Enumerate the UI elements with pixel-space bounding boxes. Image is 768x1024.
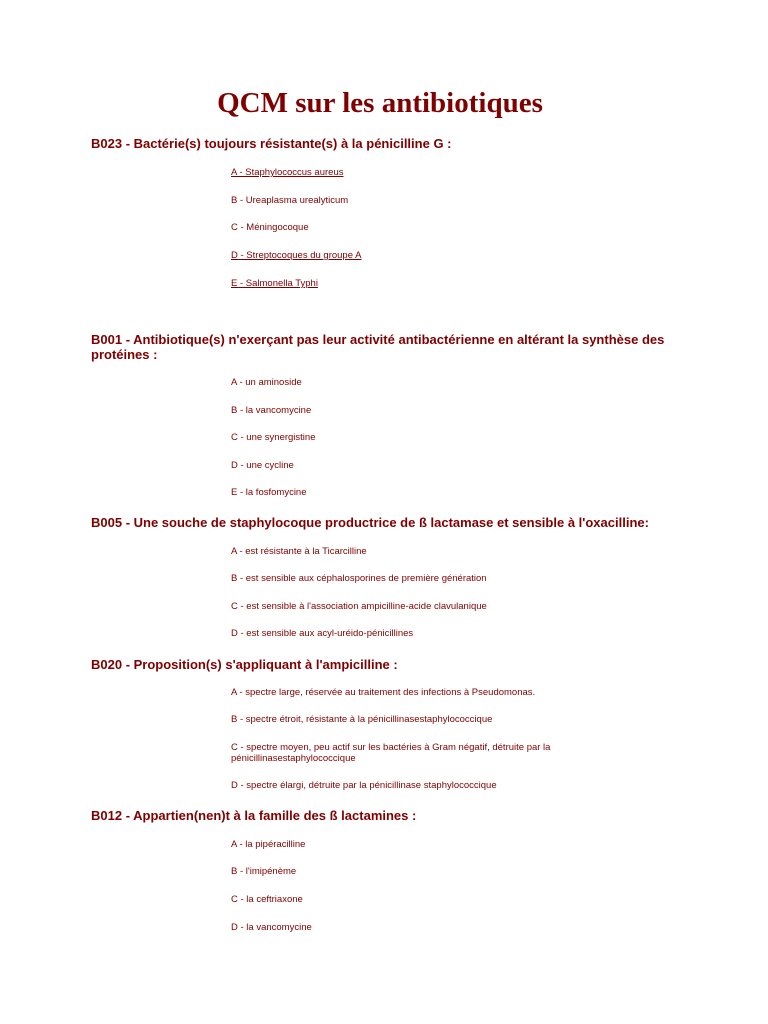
page-title: QCM sur les antibiotiques bbox=[217, 87, 543, 119]
answer-item: D - spectre élargi, détruite par la pénicillinase staphylococcique bbox=[231, 780, 497, 791]
answer-link-d[interactable]: D - Streptocoques du groupe A bbox=[231, 250, 362, 261]
answer-item: C - Méningocoque bbox=[231, 222, 309, 233]
answer-link-a[interactable]: A - Staphylococcus aureus bbox=[231, 167, 344, 178]
answer-link-e[interactable]: E - Salmonella Typhi bbox=[231, 278, 318, 289]
answer-item: B - est sensible aux céphalosporines de première génération bbox=[231, 573, 487, 584]
question-b020: B020 - Proposition(s) s'appliquant à l'ampicilline : bbox=[91, 657, 398, 672]
answer-item: C - la ceftriaxone bbox=[231, 894, 303, 905]
question-b005: B005 - Une souche de staphylocoque productrice de ß lactamase et sensible à l'oxacilline: bbox=[91, 515, 649, 530]
answer-item: C - spectre moyen, peu actif sur les bactéries à Gram négatif, détruite par la pénicillinasestaphylococcique bbox=[231, 742, 551, 764]
answer-item: B - spectre étroit, résistante à la pénicillinasestaphylococcique bbox=[231, 714, 493, 725]
answer-item: D - une cycline bbox=[231, 460, 294, 471]
answer-item: B - Ureaplasma urealyticum bbox=[231, 195, 349, 206]
answer-item: A - la pipéracilline bbox=[231, 839, 306, 850]
question-b023: B023 - Bactérie(s) toujours résistante(s) à la pénicilline G : bbox=[91, 136, 452, 151]
question-b012: B012 - Appartien(nen)t à la famille des ß lactamines : bbox=[91, 808, 417, 823]
answer-item: A - spectre large, réservée au traitement des infections à Pseudomonas. bbox=[231, 687, 536, 698]
answer-item: C - est sensible à l'association ampicilline-acide clavulanique bbox=[231, 601, 487, 612]
question-b001: B001 - Antibiotique(s) n'exerçant pas leur activité antibactérienne en altérant la synthèse des protéines : bbox=[91, 332, 665, 362]
answer-item: C - une synergistine bbox=[231, 432, 316, 443]
answer-item: B - l'imipénème bbox=[231, 866, 297, 877]
answer-item: E - la fosfomycine bbox=[231, 487, 307, 498]
answer-item: A - est résistante à la Ticarcilline bbox=[231, 546, 367, 557]
answer-item: D - est sensible aux acyl-uréido-pénicillines bbox=[231, 628, 414, 639]
answer-item: D - la vancomycine bbox=[231, 922, 312, 933]
answer-item: B - la vancomycine bbox=[231, 405, 312, 416]
answer-item: A - un aminoside bbox=[231, 377, 302, 388]
